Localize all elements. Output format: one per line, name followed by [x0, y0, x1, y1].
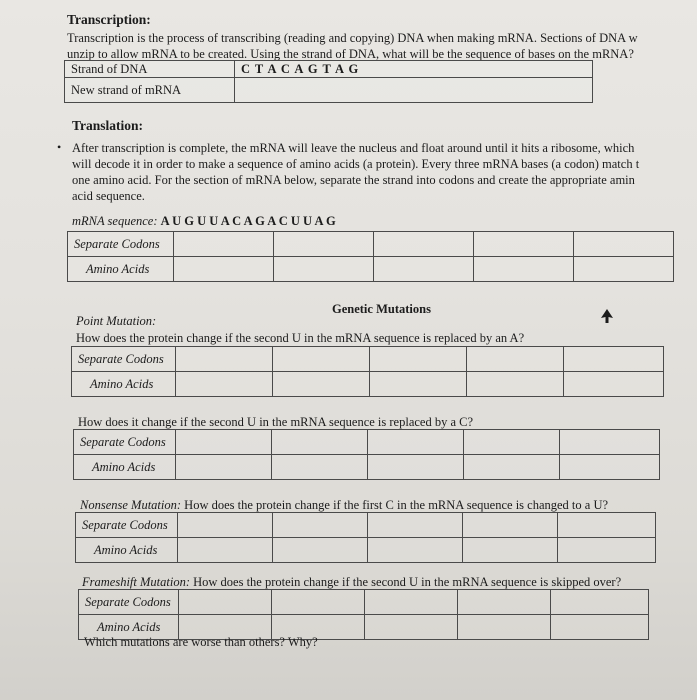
codons-label: Separate Codons [68, 232, 174, 257]
mrna-sequence-value: A U G U U A C A G A C U U A G [160, 214, 336, 228]
dna-strand-row [65, 61, 593, 78]
mrna-strand-row [65, 78, 593, 103]
dna-strand-label: Strand of DNA [65, 61, 235, 78]
amino-row [68, 257, 674, 282]
codon-cell[interactable] [176, 430, 272, 455]
amino-label: Amino Acids [79, 615, 179, 640]
amino-cell[interactable] [370, 372, 467, 397]
amino-cell[interactable] [463, 538, 558, 563]
amino-cell[interactable] [551, 615, 649, 640]
codon-cell[interactable] [551, 590, 649, 615]
codons-label: Separate Codons [79, 590, 179, 615]
amino-cell[interactable] [474, 257, 574, 282]
nonsense-mutation-label: Nonsense Mutation: [80, 498, 182, 512]
amino-cell[interactable] [467, 372, 564, 397]
translation-title: Translation: [72, 118, 144, 133]
codon-cell[interactable] [463, 513, 558, 538]
translation-text-line2: will decode it in order to make a sequence of amino acids (a protein). Every three mRNA bases (a codon) match t [72, 157, 640, 171]
amino-cell[interactable] [273, 372, 370, 397]
codon-cell[interactable] [464, 430, 560, 455]
mrna-strand-label: New strand of mRNA [65, 78, 235, 103]
mutations-heading: Genetic Mutations [332, 302, 431, 316]
codon-cell[interactable] [176, 347, 273, 372]
point-mutation-label: Point Mutation: [76, 314, 157, 328]
amino-row [76, 538, 656, 563]
transcription-text-line2: unzip to allow mRNA to be created. Using the strand of DNA, what will be the sequence of bases on the mRNA? [67, 47, 634, 61]
amino-cell[interactable] [176, 372, 273, 397]
codons-row [74, 430, 660, 455]
amino-cell[interactable] [574, 257, 674, 282]
amino-cell[interactable] [458, 615, 551, 640]
codon-cell[interactable] [272, 430, 368, 455]
mrna-strand-answer-cell[interactable] [235, 78, 593, 103]
amino-cell[interactable] [368, 455, 464, 480]
frameshift-mutation-line [82, 574, 682, 590]
transcription-title: Transcription: [67, 12, 151, 27]
dna-strand-value: C T A C A G T A G [235, 61, 593, 78]
bullet-icon: • [57, 140, 62, 154]
amino-cell[interactable] [558, 538, 656, 563]
translation-table [67, 231, 674, 282]
codon-cell[interactable] [365, 590, 458, 615]
codon-cell[interactable] [574, 232, 674, 257]
final-question: Which mutations are worse than others? Why? [84, 635, 318, 649]
codon-cell[interactable] [274, 232, 374, 257]
amino-cell[interactable] [273, 538, 368, 563]
mrna-sequence-line [72, 213, 336, 229]
amino-cell[interactable] [176, 455, 272, 480]
amino-cell[interactable] [178, 538, 273, 563]
amino-cell[interactable] [368, 538, 463, 563]
point-mutation-question-2: How does it change if the second U in the mRNA sequence is replaced by a C? [78, 415, 474, 429]
amino-cell[interactable] [564, 372, 664, 397]
codon-cell[interactable] [564, 347, 664, 372]
codons-label: Separate Codons [72, 347, 176, 372]
nonsense-mutation-table [75, 512, 656, 563]
point-mutation-question-1: How does the protein change if the second U in the mRNA sequence is replaced by an A? [76, 331, 525, 345]
point-mutation-table-1 [71, 346, 664, 397]
codon-cell[interactable] [273, 347, 370, 372]
codon-cell[interactable] [368, 430, 464, 455]
amino-cell[interactable] [272, 455, 368, 480]
amino-label: Amino Acids [72, 372, 176, 397]
codon-cell[interactable] [273, 513, 368, 538]
codon-cell[interactable] [374, 232, 474, 257]
codon-cell[interactable] [370, 347, 467, 372]
translation-text-line1: After transcription is complete, the mRNA will leave the nucleus and float around until it hits a ribosome, which [72, 141, 635, 155]
cursor-arrow-icon [600, 308, 614, 324]
amino-label: Amino Acids [76, 538, 178, 563]
amino-row [74, 455, 660, 480]
codon-cell[interactable] [272, 590, 365, 615]
frameshift-mutation-table [78, 589, 649, 640]
codon-cell[interactable] [174, 232, 274, 257]
codon-cell[interactable] [458, 590, 551, 615]
amino-cell[interactable] [374, 257, 474, 282]
codon-cell[interactable] [178, 513, 273, 538]
amino-cell[interactable] [464, 455, 560, 480]
mrna-sequence-label: mRNA sequence: [72, 214, 158, 228]
codon-cell[interactable] [558, 513, 656, 538]
transcription-table [64, 60, 593, 103]
codon-cell[interactable] [467, 347, 564, 372]
codons-label: Separate Codons [76, 513, 178, 538]
nonsense-mutation-line [80, 497, 680, 513]
translation-text-line4: acid sequence. [72, 189, 145, 203]
amino-cell[interactable] [365, 615, 458, 640]
amino-cell[interactable] [174, 257, 274, 282]
frameshift-mutation-question: How does the protein change if the second U in the mRNA sequence is skipped over? [193, 575, 622, 589]
codons-row [68, 232, 674, 257]
nonsense-mutation-question: How does the protein change if the first C in the mRNA sequence is changed to a U? [184, 498, 609, 512]
codons-row [79, 590, 649, 615]
amino-cell[interactable] [274, 257, 374, 282]
translation-text-line3: one amino acid. For the section of mRNA below, separate the strand into codons and create the appropriate amin [72, 173, 635, 187]
amino-cell[interactable] [560, 455, 660, 480]
codons-label: Separate Codons [74, 430, 176, 455]
codons-row [72, 347, 664, 372]
point-mutation-table-2 [73, 429, 660, 480]
amino-label: Amino Acids [74, 455, 176, 480]
codon-cell[interactable] [474, 232, 574, 257]
transcription-text-line1: Transcription is the process of transcribing (reading and copying) DNA when making mRNA. Sections of DNA w [67, 31, 638, 45]
codons-row [76, 513, 656, 538]
codon-cell[interactable] [560, 430, 660, 455]
amino-row [72, 372, 664, 397]
codon-cell[interactable] [368, 513, 463, 538]
codon-cell[interactable] [179, 590, 272, 615]
amino-label: Amino Acids [68, 257, 174, 282]
frameshift-mutation-label: Frameshift Mutation: [82, 575, 190, 589]
